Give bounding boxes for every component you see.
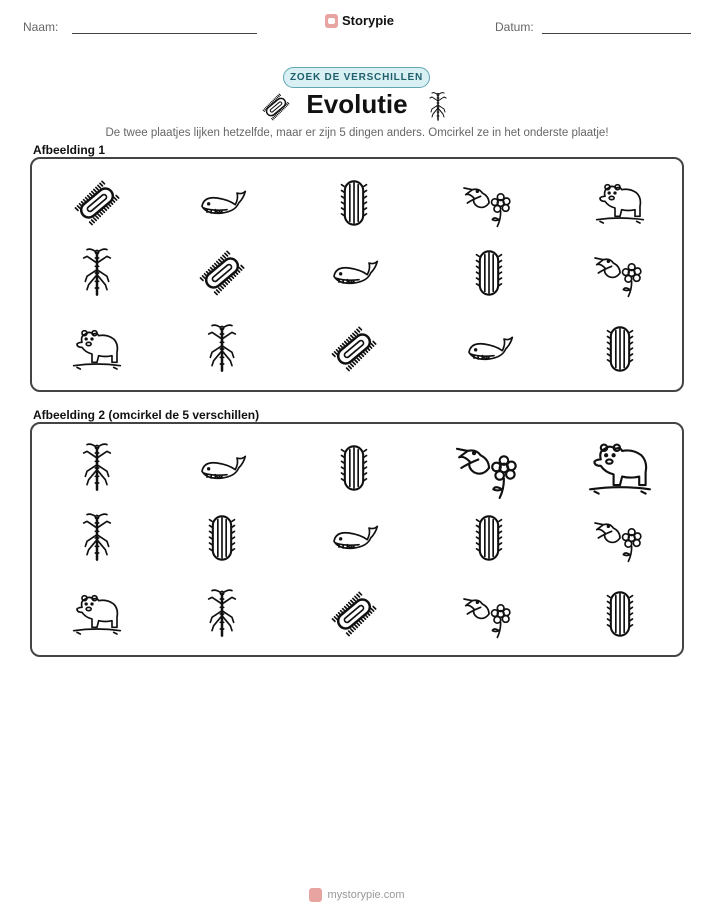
polar-bear-icon[interactable] [588,436,652,500]
picture2-box[interactable] [30,422,684,657]
worksheet-type-badge: ZOEK DE VERSCHILLEN [283,67,430,88]
cactus-icon [464,248,514,298]
picture2-label: Afbeelding 2 (omcirkel de 5 verschillen) [33,408,260,422]
footer-site: mystorypie.com [327,889,405,901]
stick-insect-icon [197,324,247,374]
name-label: Naam: [23,20,59,34]
name-line[interactable] [72,33,257,34]
storypie-mascot-icon [325,14,338,28]
polar-bear-icon [72,324,122,374]
cactus-icon[interactable] [197,513,247,563]
bacteria-icon [72,178,122,228]
stick-insect-icon[interactable] [72,443,122,493]
stick-insect-icon [423,92,453,122]
whale-icon [464,324,514,374]
bacteria-icon [197,248,247,298]
cactus-icon [329,178,379,228]
cactus-icon[interactable] [595,589,645,639]
footer [0,888,714,902]
cactus-icon[interactable] [329,443,379,493]
whale-icon[interactable] [197,443,247,493]
stick-insect-icon [72,248,122,298]
whale-icon [329,248,379,298]
date-line[interactable] [542,33,691,34]
logo-text: Storypie [342,13,395,28]
bacteria-icon [329,324,379,374]
storypie-logo [325,13,394,28]
stick-insect-icon[interactable] [197,589,247,639]
worksheet-title: Evolutie [306,89,408,119]
cactus-icon[interactable] [464,513,514,563]
polar-bear-icon[interactable] [72,589,122,639]
stick-insect-icon[interactable] [72,513,122,563]
instructions: De twee plaatjes lijken hetzelfde, maar er zijn 5 dingen anders. Omcirkel ze in het onderste plaatje! [105,127,609,139]
storypie-mascot-icon [309,888,322,902]
hummingbird-icon [464,178,514,228]
hummingbird-icon[interactable] [595,513,645,563]
picture1-box [30,157,684,392]
bacteria-icon[interactable] [329,589,379,639]
whale-icon[interactable] [329,513,379,563]
date-label: Datum: [495,20,534,34]
polar-bear-icon [595,178,645,228]
cactus-icon [595,324,645,374]
hummingbird-icon[interactable] [464,589,514,639]
picture1-label: Afbeelding 1 [33,143,106,157]
hummingbird-icon[interactable] [457,436,521,500]
hummingbird-icon [595,248,645,298]
whale-icon [197,178,247,228]
